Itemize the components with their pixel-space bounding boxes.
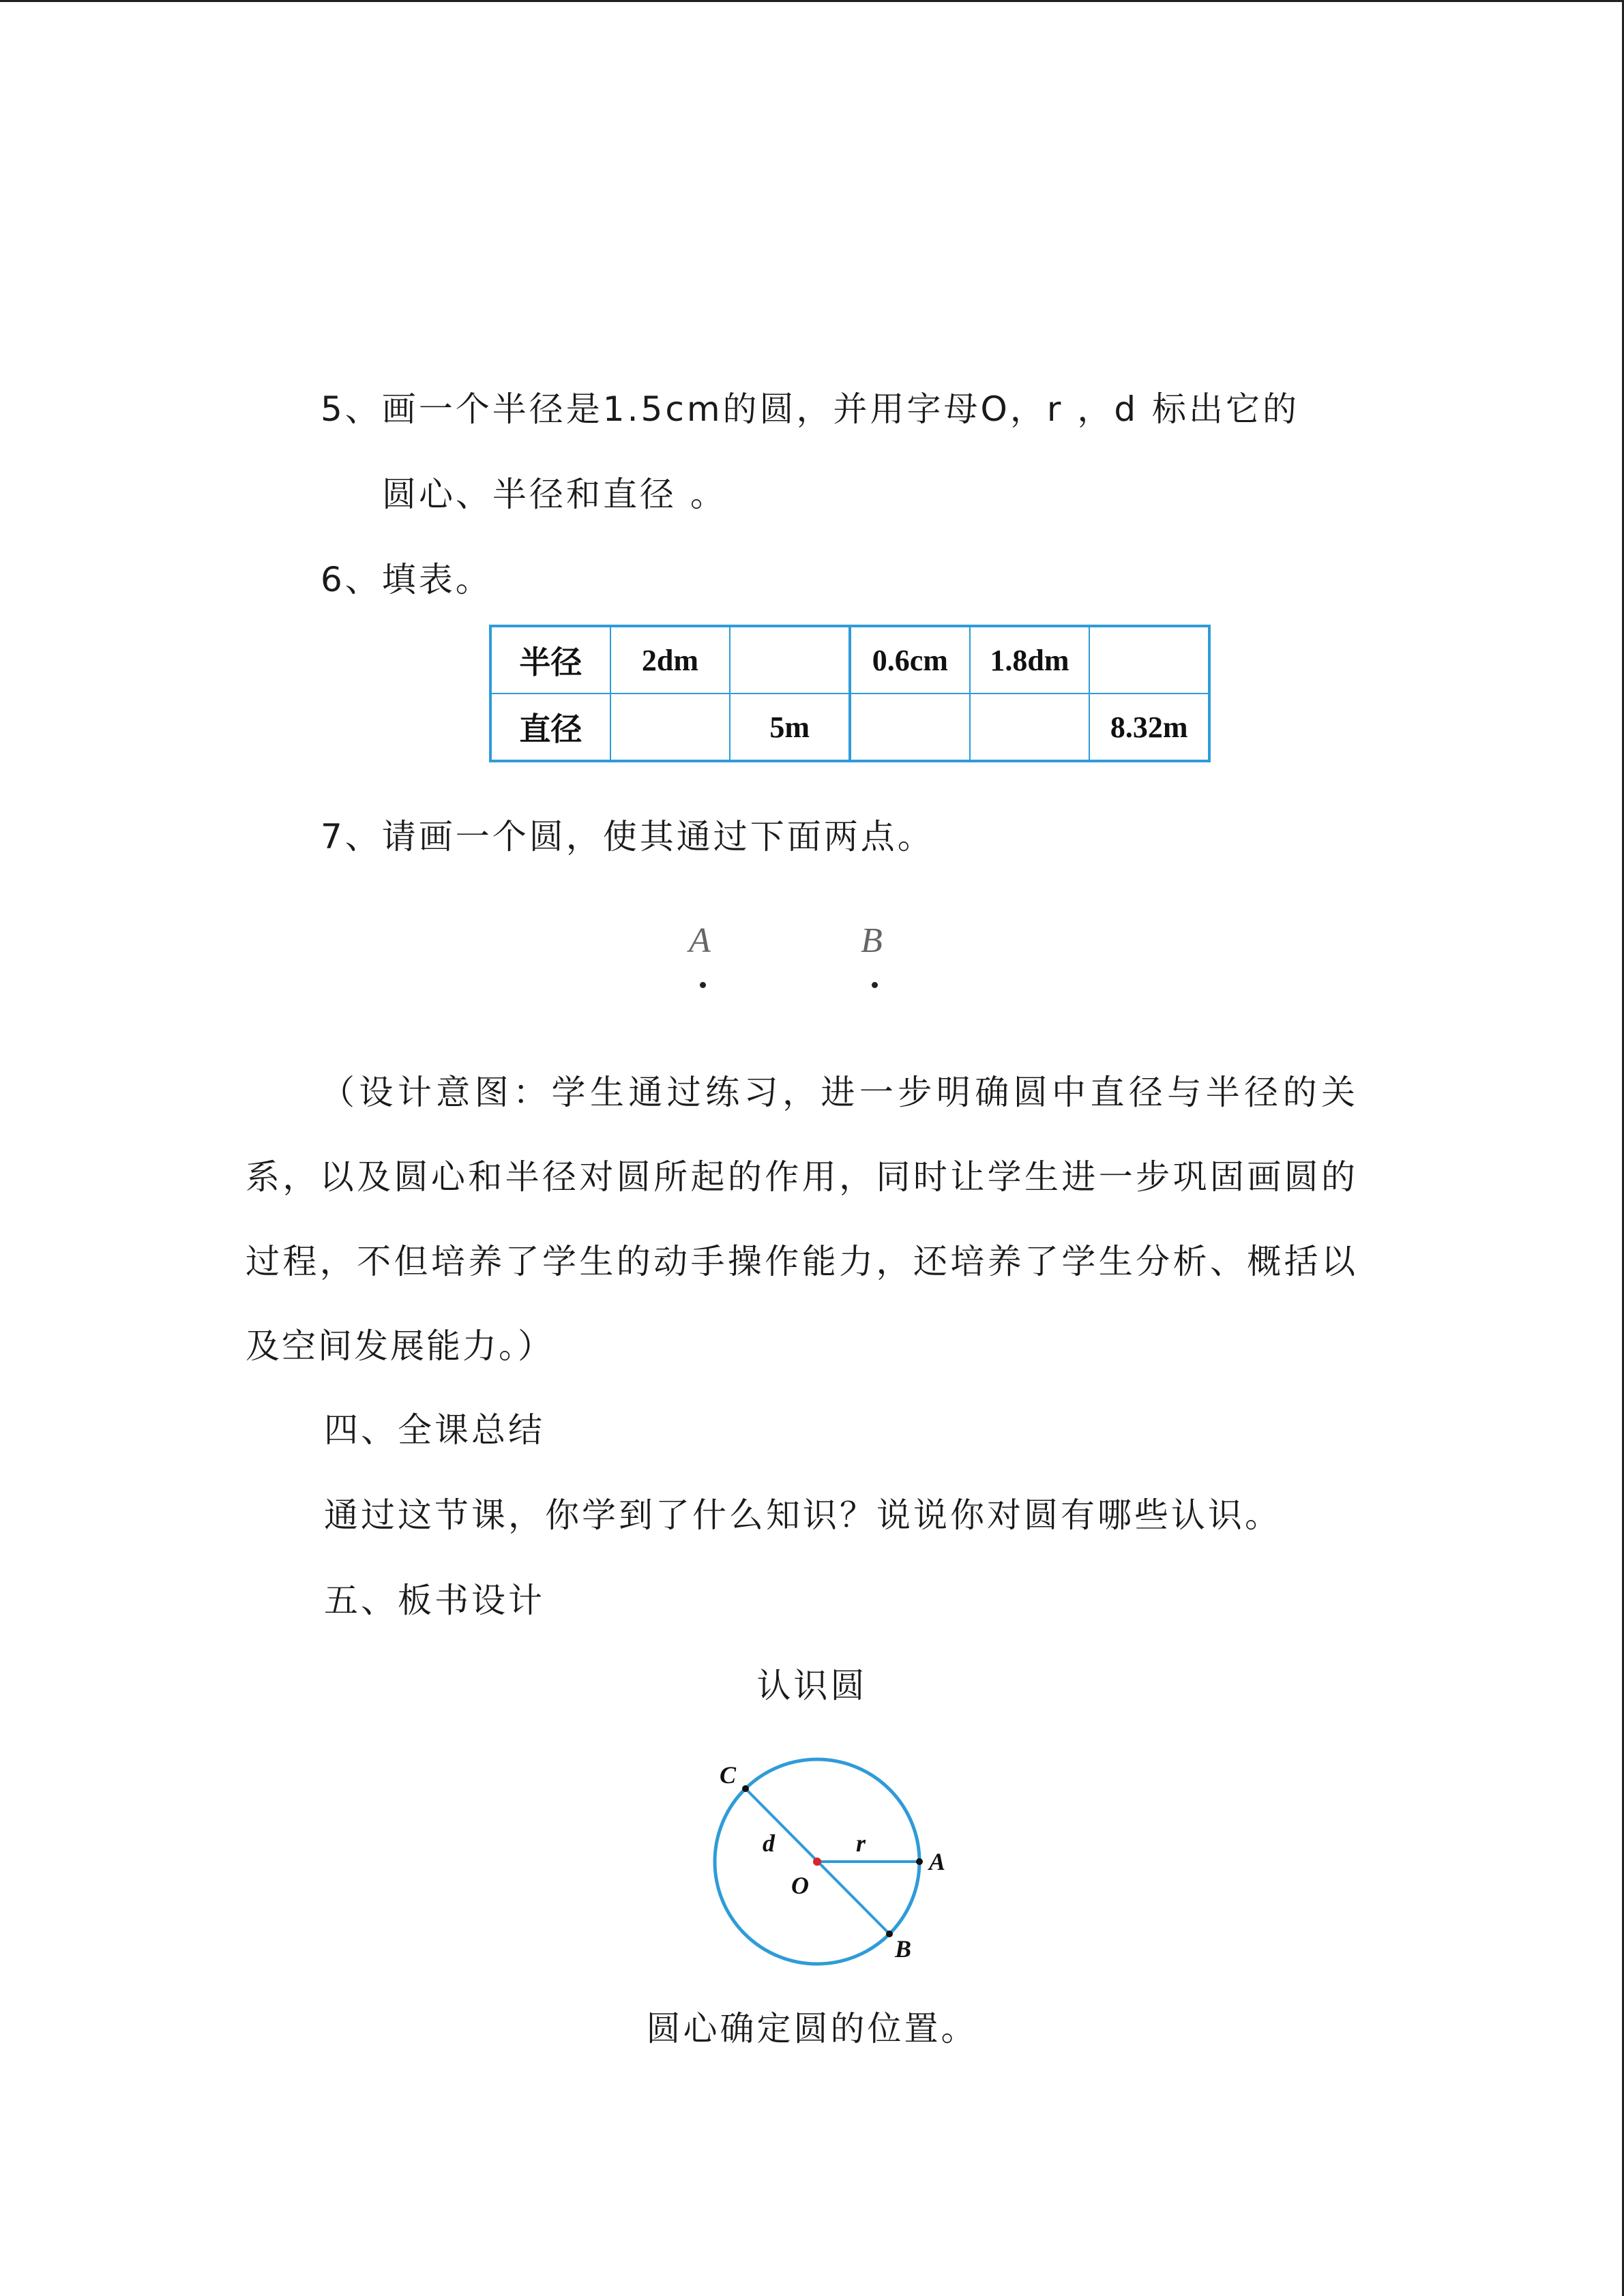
section-4-text: 通过这节课，你学到了什么知识？说说你对圆有哪些认识。 (324, 1495, 1282, 1535)
table-row (490, 626, 1209, 694)
point-b-dot (872, 982, 878, 988)
point-b-marker (886, 1930, 893, 1937)
label-d: d (763, 1830, 775, 1857)
table-cell: 0.6cm (850, 626, 970, 694)
section-5-title: 五、板书设计 (324, 1581, 545, 1620)
label-o: O (791, 1872, 809, 1899)
design-intent-paragraph: （设计意图：学生通过练习，进一步明确圆中直径与半径的关系，以及圆心和半径对圆所起的作用，同时让学生进一步巩固画圆的过程，不但培养了学生的动手操作能力，还培养了学生分析、概括以及空间发展能力。） (246, 1073, 1357, 1366)
point-a-dot (700, 982, 706, 988)
center-dot (813, 1858, 821, 1866)
table-cell (730, 626, 850, 694)
table-cell (850, 694, 970, 761)
point-a-marker (916, 1858, 923, 1865)
point-c-dot (742, 1785, 749, 1792)
board-title: 认识圆 (756, 1666, 868, 1705)
label-b: B (895, 1935, 912, 1963)
table-row-label: 直径 (490, 694, 610, 761)
section-4-title: 四、全课总结 (324, 1410, 545, 1450)
table-cell (970, 694, 1090, 761)
table-row-label: 半径 (490, 626, 610, 694)
exercise-6-title: 6、填表。 (321, 560, 492, 599)
label-r: r (856, 1830, 866, 1857)
point-b-label: B (861, 921, 883, 960)
exercise-7-title: 7、请画一个圆，使其通过下面两点。 (321, 817, 934, 856)
board-caption: 圆心确定圆的位置。 (646, 2009, 978, 2048)
exercise-5-line-2: 圆心、半径和直径 。 (382, 475, 727, 514)
page-top-border (0, 0, 1624, 2)
circle-diagram (703, 1746, 989, 1978)
table-cell: 8.32m (1089, 694, 1209, 761)
table-cell: 1.8dm (970, 626, 1090, 694)
exercise-5-line-1: 5、画一个半径是1.5cm的圆，并用字母O，r ，d 标出它的 (321, 389, 1299, 429)
label-c: C (720, 1761, 737, 1789)
fill-in-table (489, 625, 1211, 762)
table-cell: 5m (730, 694, 850, 761)
table-cell (610, 694, 730, 761)
table-cell (1089, 626, 1209, 694)
table-row (490, 694, 1209, 761)
table-cell: 2dm (610, 626, 730, 694)
label-a: A (929, 1848, 946, 1875)
point-a-label: A (689, 921, 711, 960)
